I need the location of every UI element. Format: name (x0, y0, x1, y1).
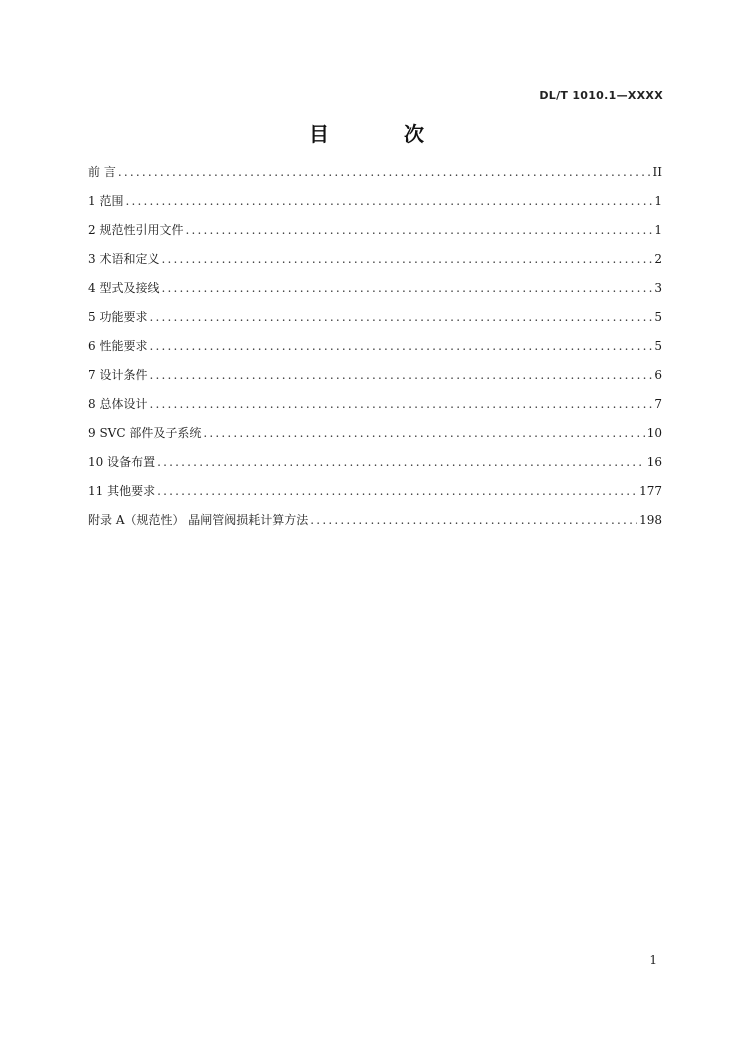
toc-dot-leader (157, 453, 645, 471)
toc-entry-normative-references[interactable] (88, 221, 662, 250)
toc-dot-leader (149, 308, 652, 326)
toc-entry-equipment-layout[interactable] (88, 453, 662, 482)
toc-entry-scope[interactable] (88, 192, 662, 221)
toc-dot-leader (157, 482, 637, 500)
toc-entry-page: 5 (654, 339, 662, 353)
toc-entry-label: 7 设计条件 (88, 368, 148, 382)
toc-dot-leader (125, 192, 652, 210)
toc-entry-label: 附录 A（规范性） 晶闸管阀损耗计算方法 (88, 513, 309, 527)
toc-entry-svc-components[interactable] (88, 424, 662, 453)
document-code: DL/T 1010.1—XXXX (539, 89, 663, 102)
toc-entry-overall-design[interactable] (88, 395, 662, 424)
toc-entry-terms-definitions[interactable] (88, 250, 662, 279)
toc-dot-leader (203, 424, 644, 442)
toc-entry-label: 4 型式及接线 (88, 281, 160, 295)
toc-entry-functional-requirements[interactable] (88, 308, 662, 337)
toc-dot-leader (118, 163, 651, 181)
toc-entry-page: 5 (654, 310, 662, 324)
toc-entry-label: 6 性能要求 (88, 339, 148, 353)
toc-entry-label: 5 功能要求 (88, 310, 148, 324)
toc-entry-label: 3 术语和定义 (88, 252, 160, 266)
toc-entry-page: 177 (639, 484, 662, 498)
toc-entry-label: 10 设备布置 (88, 455, 156, 469)
toc-entry-page: 2 (654, 252, 662, 266)
toc-entry-page: 198 (639, 513, 662, 527)
toc-entry-design-conditions[interactable] (88, 366, 662, 395)
toc-entry-types-connections[interactable] (88, 279, 662, 308)
toc-entry-label: 2 规范性引用文件 (88, 223, 184, 237)
toc-entry-page: 3 (654, 281, 662, 295)
toc-entry-label: 1 范围 (88, 194, 124, 208)
toc-entry-appendix-a[interactable] (88, 511, 662, 540)
toc-entry-label: 11 其他要求 (88, 484, 156, 498)
toc-entry-performance-requirements[interactable] (88, 337, 662, 366)
toc-entry-page: 6 (654, 368, 662, 382)
toc-dot-leader (310, 511, 637, 529)
toc-entry-page: 10 (646, 426, 662, 440)
toc-entry-label: 9 SVC 部件及子系统 (88, 426, 202, 440)
toc-entry-page: II (652, 165, 662, 179)
table-of-contents (88, 163, 662, 540)
toc-dot-leader (149, 366, 652, 384)
toc-entry-page: 1 (654, 223, 662, 237)
toc-dot-leader (149, 395, 652, 413)
toc-entry-label: 8 总体设计 (88, 397, 148, 411)
toc-dot-leader (161, 250, 652, 268)
toc-entry-preface[interactable] (88, 163, 662, 192)
toc-entry-page: 16 (646, 455, 662, 469)
toc-entry-page: 7 (654, 397, 662, 411)
toc-dot-leader (161, 279, 652, 297)
toc-entry-other-requirements[interactable] (88, 482, 662, 511)
toc-dot-leader (185, 221, 652, 239)
page-title: 目 次 (309, 122, 458, 146)
toc-entry-label: 前 言 (88, 165, 116, 179)
toc-dot-leader (149, 337, 652, 355)
page-number: 1 (649, 953, 657, 967)
toc-entry-page: 1 (654, 194, 662, 208)
